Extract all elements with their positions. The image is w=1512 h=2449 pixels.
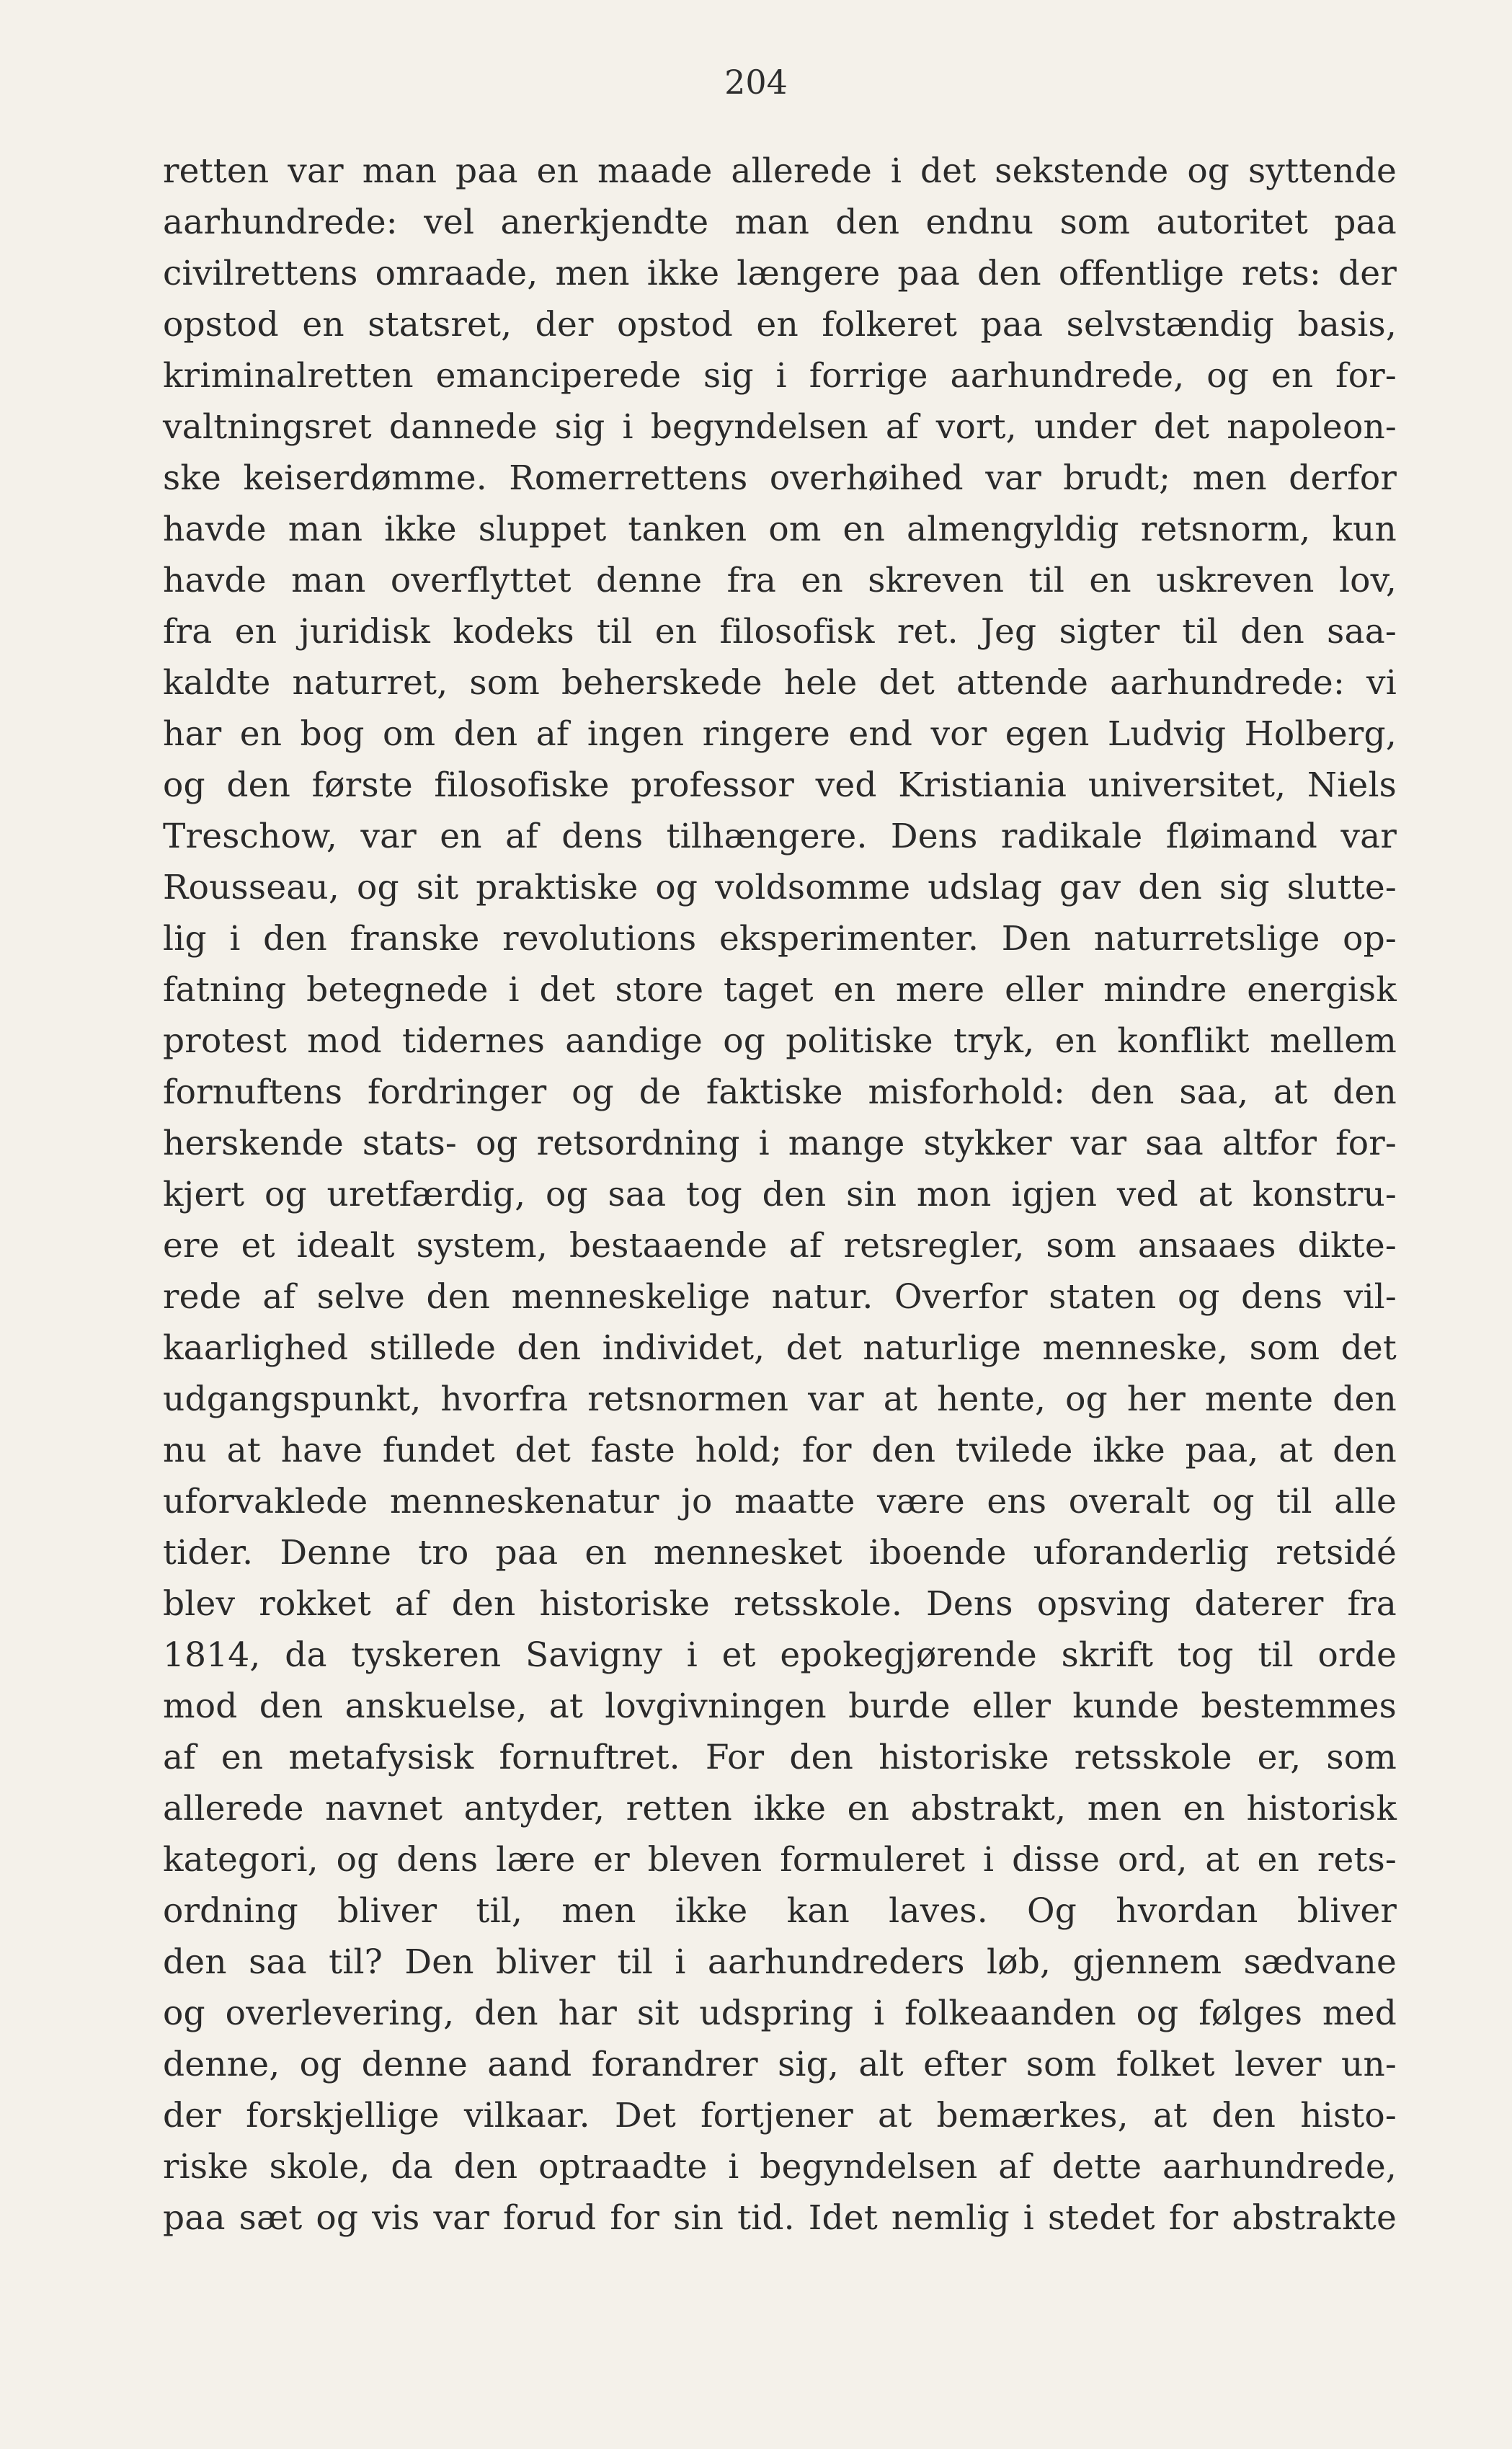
text-line: retten var man paa en maade allerede i det sekstende og syttende (163, 151, 1397, 191)
text-line: allerede navnet antyder, retten ikke en abstrakt, men en historisk (163, 1789, 1397, 1828)
text-line: havde man ikke sluppet tanken om en almengyldig retsnorm, kun (163, 510, 1397, 549)
text-line: udgangspunkt, hvorfra retsnormen var at hente, og her mente den (163, 1379, 1397, 1419)
text-line: fornuftens fordringer og de faktiske misforhold: den saa, at den (163, 1072, 1397, 1112)
text-line: uforvaklede menneskenatur jo maatte være ens overalt og til alle (163, 1482, 1397, 1521)
body-text (163, 146, 1397, 2244)
text-line: kjert og uretfærdig, og saa tog den sin mon igjen ved at konstru- (163, 1175, 1397, 1214)
text-line: ordning bliver til, men ikke kan laves. Og hvordan bliver (163, 1891, 1397, 1931)
text-line: protest mod tidernes aandige og politiske tryk, en konflikt mellem (163, 1021, 1397, 1061)
text-line: ere et idealt system, bestaaende af retsregler, som ansaaes dikte- (163, 1226, 1397, 1266)
text-line: civilrettens omraade, men ikke længere paa den offentlige rets: der (163, 254, 1397, 293)
text-line: 1814, da tyskeren Savigny i et epokegjørende skrift tog til orde (163, 1635, 1397, 1675)
text-line: valtningsret dannede sig i begyndelsen af vort, under det napoleon- (163, 407, 1397, 447)
text-line: nu at have fundet det faste hold; for den tvilede ikke paa, at den (163, 1431, 1397, 1470)
text-line: paa sæt og vis var forud for sin tid. Idet nemlig i stedet for abstrakte (163, 2198, 1397, 2238)
text-line: fatning betegnede i det store taget en mere eller mindre energisk (163, 970, 1397, 1010)
text-line: ske keiserdømme. Romerrettens overhøihed var brudt; men derfor (163, 458, 1397, 498)
text-line: Rousseau, og sit praktiske og voldsomme udslag gav den sig slutte- (163, 868, 1397, 907)
text-line: fra en juridisk kodeks til en filosofisk ret. Jeg sigter til den saa- (163, 612, 1397, 652)
text-line: denne, og denne aand forandrer sig, alt efter som folket lever un- (163, 2045, 1397, 2084)
page-number: 204 (724, 63, 788, 102)
text-line: riske skole, da den optraadte i begyndelsen af dette aarhundrede, (163, 2147, 1397, 2187)
text-line: blev rokket af den historiske retsskole. Dens opsving daterer fra (163, 1584, 1397, 1624)
text-line: og den første filosofiske professor ved Kristiania universitet, Niels (163, 765, 1397, 805)
text-line: der forskjellige vilkaar. Det fortjener at bemærkes, at den histo- (163, 2096, 1397, 2135)
text-line: kategori, og dens lære er bleven formuleret i disse ord, at en rets- (163, 1840, 1397, 1880)
text-line: og overlevering, den har sit udspring i folkeaanden og følges med (163, 1994, 1397, 2033)
text-line: havde man overflyttet denne fra en skreven til en uskreven lov, (163, 561, 1397, 600)
text-line: rede af selve den menneskelige natur. Overfor staten og dens vil- (163, 1277, 1397, 1317)
text-line: opstod en statsret, der opstod en folkeret paa selvstændig basis, (163, 305, 1397, 345)
text-line: aarhundrede: vel anerkjendte man den endnu som autoritet paa (163, 203, 1397, 242)
text-line: kaldte naturret, som beherskede hele det attende aarhundrede: vi (163, 663, 1397, 703)
text-line: lig i den franske revolutions eksperimenter. Den naturretslige op- (163, 919, 1397, 959)
text-line: den saa til? Den bliver til i aarhundreders løb, gjennem sædvane (163, 1942, 1397, 1982)
text-line: Treschow, var en af dens tilhængere. Dens radikale fløimand var (163, 817, 1397, 856)
text-line: mod den anskuelse, at lovgivningen burde eller kunde bestemmes (163, 1686, 1397, 1726)
text-line: kaarlighed stillede den individet, det naturlige menneske, som det (163, 1328, 1397, 1368)
text-line: har en bog om den af ingen ringere end vor egen Ludvig Holberg, (163, 714, 1397, 754)
text-line: kriminalretten emanciperede sig i forrige aarhundrede, og en for- (163, 356, 1397, 396)
text-line: af en metafysisk fornuftret. For den historiske retsskole er, som (163, 1738, 1397, 1777)
text-line: herskende stats- og retsordning i mange stykker var saa altfor for- (163, 1124, 1397, 1163)
text-line: tider. Denne tro paa en mennesket iboende uforanderlig retsidé (163, 1533, 1397, 1573)
